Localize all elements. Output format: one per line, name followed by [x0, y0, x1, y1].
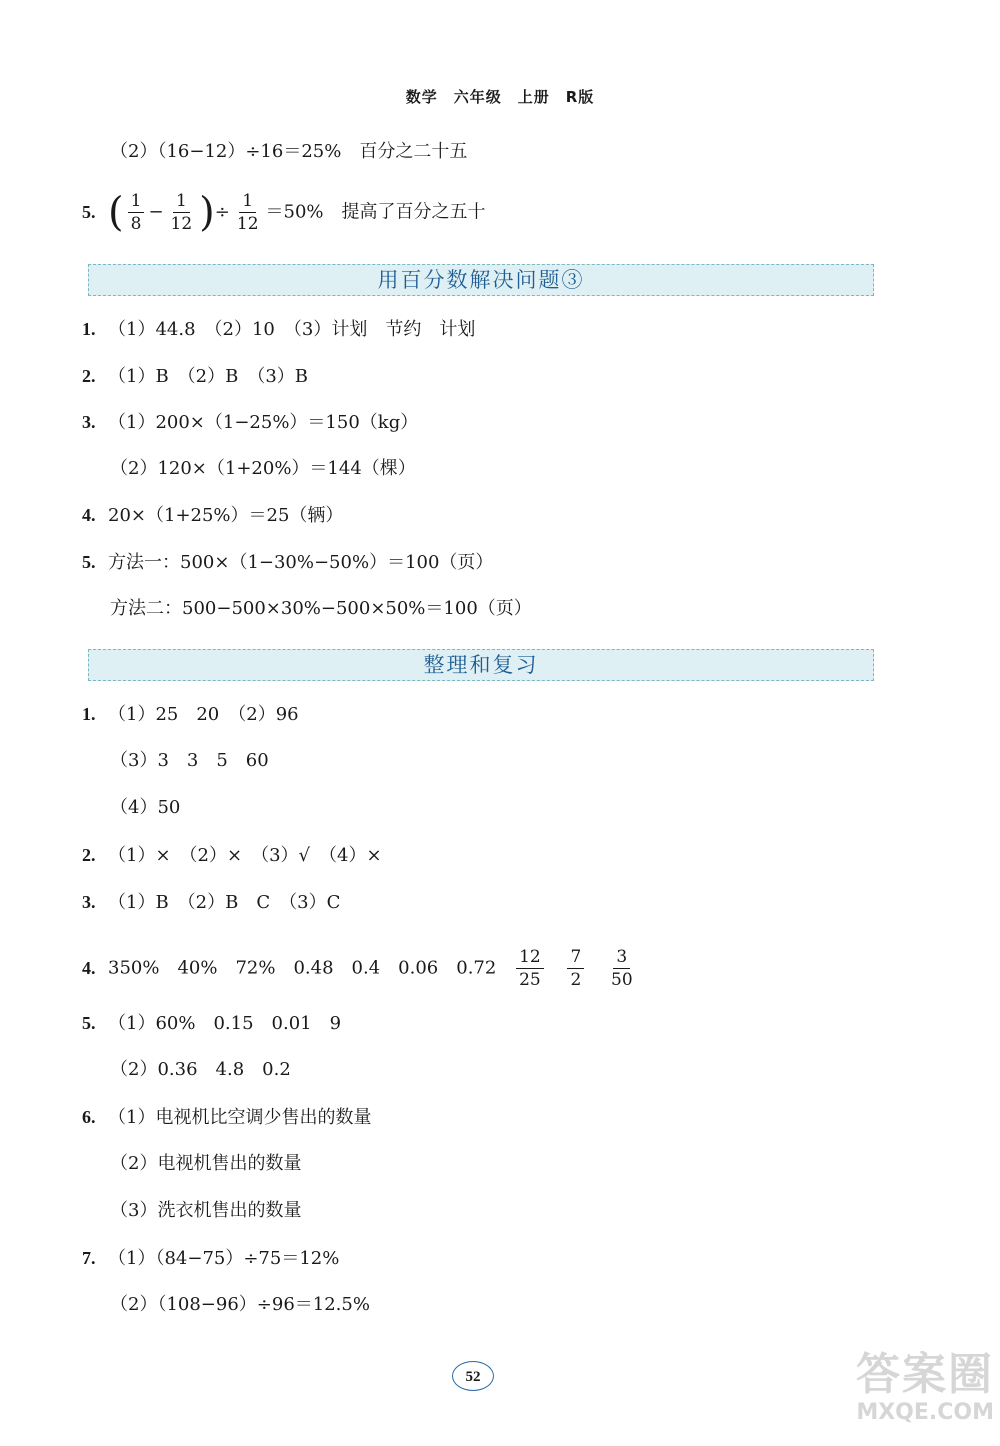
question-number: 2. [82, 845, 96, 865]
answer-text: （1）（84−75）÷75＝12% [108, 1248, 340, 1269]
answer-line [82, 550, 493, 575]
question-number: 1. [82, 319, 96, 339]
answer-text: ＝50% 提高了百分之五十 [265, 201, 486, 223]
answer-line [110, 1058, 291, 1082]
answer-line [110, 1199, 301, 1223]
answer-text: （2）电视机售出的数量 [110, 1153, 302, 1174]
question-number: 5. [82, 1013, 96, 1033]
answer-line [82, 1011, 341, 1036]
question-number: 1. [82, 704, 96, 724]
question-number: 5. [82, 552, 96, 572]
answer-line [82, 317, 475, 342]
answer-text: （1）电视机比空调少售出的数量 [108, 1107, 372, 1128]
answer-line [110, 597, 532, 621]
question-number: 6. [82, 1107, 96, 1127]
answer-line-fractions [82, 946, 640, 991]
answer-text: （3）3 3 5 60 [110, 750, 269, 771]
answer-line [82, 1105, 371, 1130]
fraction: $\frac{7}{2}$ [567, 946, 584, 991]
answer-line-fraction: 5. ( $\frac{1}{8}$ − $\frac{1}{12}$ )÷ $\frac{1}{12}$ ＝50% 提高了百分之五十 [82, 189, 486, 236]
answer-line [82, 410, 418, 435]
question-number: 2. [82, 366, 96, 386]
answer-text: （1）25 20 （2）96 [108, 704, 299, 725]
fraction: $\frac{1}{12}$ [170, 191, 193, 234]
answer-line [82, 1246, 339, 1271]
answer-line [110, 796, 180, 820]
answer-line [110, 749, 269, 773]
question-number: 4. [82, 957, 96, 978]
answer-line: （2）（16−12）÷16＝25% 百分之二十五 [110, 141, 468, 162]
answer-text: （4）50 [110, 797, 181, 818]
fraction: $\frac{1}{8}$ [128, 190, 145, 235]
answer-line [82, 890, 340, 915]
answer-text: 20×（1+25%）＝25（辆） [108, 505, 344, 526]
answer-text: （1）60% 0.15 0.01 9 [108, 1013, 342, 1034]
question-number: 3. [82, 412, 96, 432]
question-number: 5. [82, 201, 96, 222]
answer-text: （1）× （2）× （3）√ （4）× [108, 845, 382, 866]
answer-line [110, 457, 416, 481]
question-number: 4. [82, 505, 96, 525]
answer-line [110, 1152, 301, 1176]
answer-text: 350% 40% 72% 0.48 0.4 0.06 0.72 [108, 957, 497, 979]
fraction: $\frac{12}{25}$ [516, 946, 544, 991]
answer-text: （1）B （2）B C （3）C [108, 892, 341, 913]
answer-line [82, 843, 382, 868]
answer-line [82, 702, 299, 727]
answer-line [82, 364, 308, 389]
fraction: $\frac{3}{50}$ [611, 947, 633, 990]
answer-text: （1）200×（1−25%）＝150（kg） [108, 412, 419, 433]
answer-text: （2）（108−96）÷96＝12.5% [110, 1294, 370, 1315]
fraction: $\frac{1}{12}$ [236, 191, 259, 234]
page-number: 52 [452, 1361, 494, 1391]
answer-line [110, 1293, 370, 1317]
answer-text: 方法一：500×（1−30%−50%）＝100（页） [108, 552, 494, 573]
section-title-banner: 用百分数解决问题③ [88, 264, 874, 296]
answer-line [82, 503, 343, 528]
section-title-banner: 整理和复习 [88, 649, 874, 681]
answer-text: （2）120×（1+20%）＝144（棵） [110, 458, 416, 479]
left-paren: ( [108, 189, 124, 236]
answer-text: （1）44.8 （2）10 （3）计划 节约 计划 [108, 319, 476, 340]
question-number: 7. [82, 1248, 96, 1268]
answer-text: （2）0.36 4.8 0.2 [110, 1059, 291, 1080]
answer-text: 方法二：500−500×30%−500×50%＝100（页） [110, 598, 532, 619]
answer-text: （1）B （2）B （3）B [108, 366, 309, 387]
page-header: 数学 六年级 上册 R版 [405, 88, 595, 106]
right-paren: ) [199, 189, 215, 236]
answer-text: （3）洗衣机售出的数量 [110, 1200, 302, 1221]
watermark-logo: 答案圈 MXQE.COM [856, 1349, 994, 1425]
question-number: 3. [82, 892, 96, 912]
